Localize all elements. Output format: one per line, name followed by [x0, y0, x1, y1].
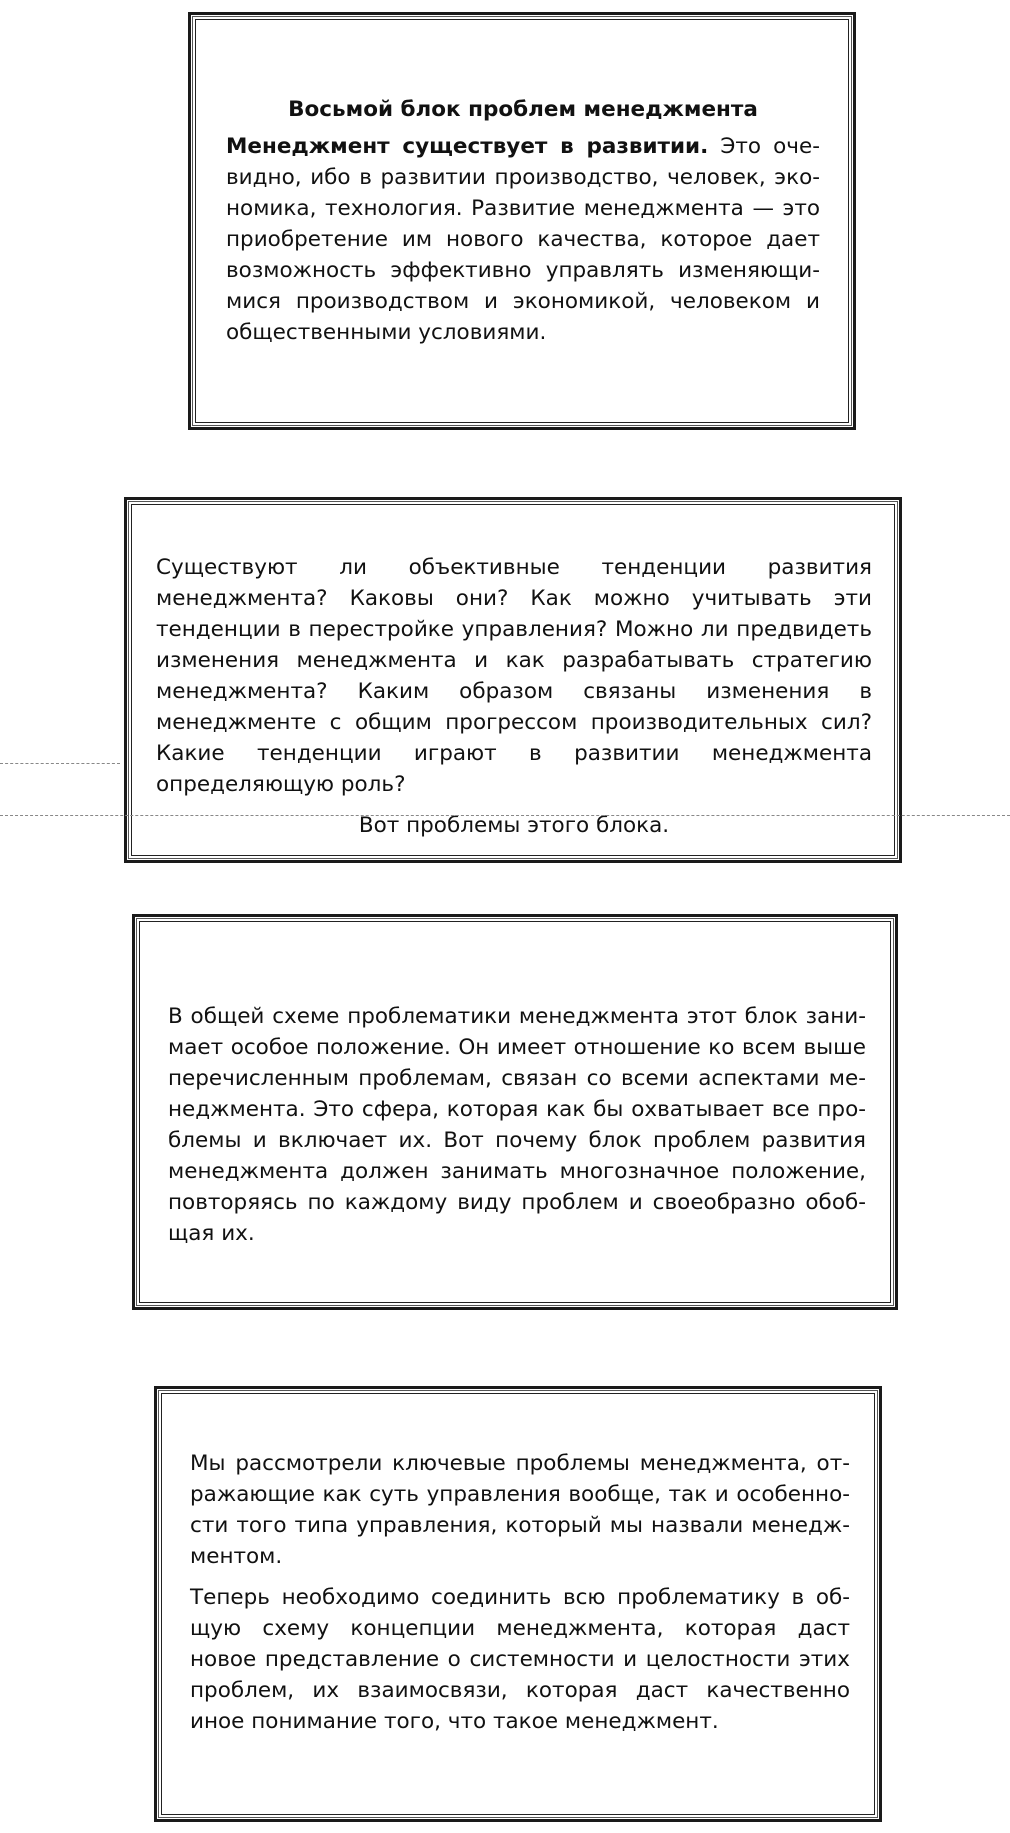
text-box-block-1-content [226, 94, 820, 348]
text-box-block-1-inner-border [195, 19, 849, 423]
text-box-block-3-inner-border [139, 921, 891, 1303]
text-box-block-3 [132, 914, 898, 1310]
text-box-block-2-inner-border [131, 504, 895, 856]
block-title: Восьмой блок проблем менеджмента [288, 97, 758, 122]
text-box-block-3-content [168, 1001, 866, 1249]
block-2-paragraph: Существуют ли объективные тенденции развития менеджмента? Каковы они? Как можно учитывать эти тенденции в перестройке управления? Можно ли предвидеть изменения менеджмента и как разрабатывать стратегию менеджмента? Каким образом связаны изменения в менеджменте с общим прогрессом производительных сил? Какие тенденции играют в развитии менеджмента определяющую роль? [156, 555, 872, 797]
text-box-block-2-content [156, 552, 872, 841]
lead-sentence: Менеджмент существует в развитии. [226, 134, 709, 159]
text-box-block-4 [154, 1386, 882, 1822]
block-4-paragraph-2: Теперь необходимо соединить всю проблематику в общую схему концепции менеджмента, которая даст новое представление о системности и целостности этих проблем, их взаимосвязи, которая даст качественно иное понимание того, что такое менеджмент. [190, 1585, 850, 1734]
block-1-paragraph [226, 131, 820, 348]
text-box-block-4-inner-border [161, 1393, 875, 1815]
text-box-block-1 [188, 12, 856, 430]
block-1-body-text: Это очевидно, ибо в развитии производство, человек, экономика, технология. Развитие менеджмента — это приобретение им нового качества, которое дает возможность эффективно управлять изменяющимися производством и экономикой, человеком и общественными условиями. [226, 134, 820, 345]
text-box-block-4-content [190, 1448, 850, 1737]
block-2-closing: Вот проблемы этого блока. [358, 813, 670, 838]
block-4-paragraph-1: Мы рассмотрели ключевые проблемы менеджмента, отражающие как суть управления вообще, так и особенности того типа управления, который мы назвали менеджментом. [190, 1451, 850, 1569]
block-3-paragraph: В общей схеме проблематики менеджмента этот блок занимает особое положение. Он имеет отношение ко всем выше перечисленным проблемам, связан со всеми аспектами менеджмента. Это сфера, которая как бы охватывает все проблемы и включает их. Вот почему блок проблем развития менеджмента должен занимать многозначное положение, повторяясь по каждому виду проблем и своеобразно обобщая их. [168, 1004, 866, 1246]
scan-line-left [0, 763, 120, 764]
text-box-block-2 [124, 497, 902, 863]
scan-line-bottom [0, 815, 1010, 816]
